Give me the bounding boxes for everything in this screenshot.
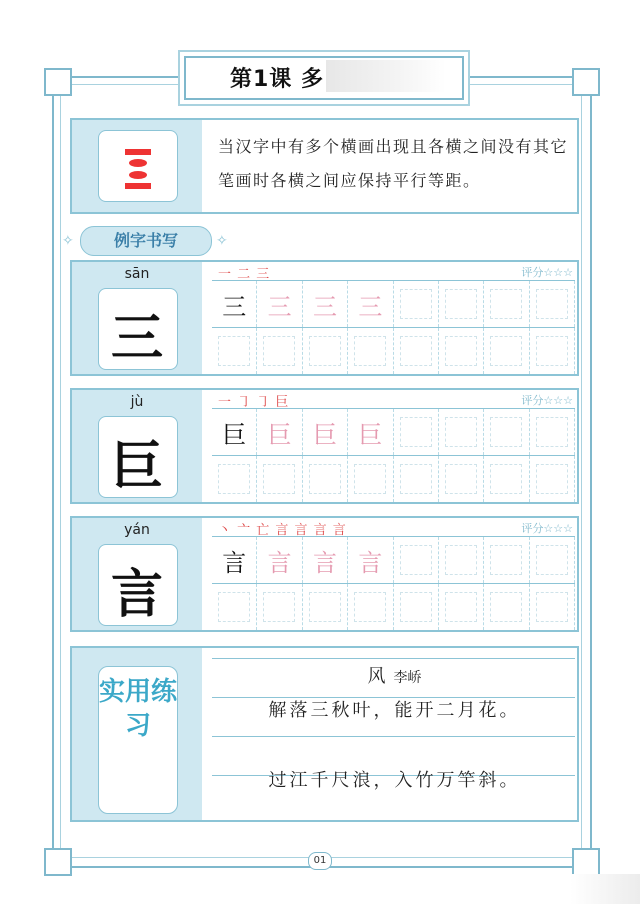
empty-cell[interactable]	[439, 409, 484, 455]
empty-cell[interactable]	[439, 456, 484, 502]
empty-cell[interactable]	[484, 584, 529, 630]
practice-label: 实用练习	[99, 677, 178, 741]
corner-ornament-top-left	[44, 68, 72, 96]
stroke-order: 丶 亠 亡 言 言 言 言	[218, 523, 347, 538]
char-pinyin: yán	[124, 522, 150, 538]
rating-stars[interactable]: 评分☆☆☆	[521, 394, 573, 407]
label-deco-left: ✧	[62, 233, 74, 249]
rating-stars[interactable]: 评分☆☆☆	[521, 522, 573, 535]
trace-char[interactable]: 三	[348, 281, 393, 327]
empty-cell[interactable]	[348, 584, 393, 630]
empty-cell[interactable]	[303, 328, 348, 374]
empty-cell[interactable]	[439, 584, 484, 630]
corner-ornament-top-right	[572, 68, 600, 96]
grid-row-blank[interactable]	[212, 584, 575, 631]
empty-cell[interactable]	[212, 584, 257, 630]
empty-cell[interactable]	[439, 328, 484, 374]
empty-cell[interactable]	[348, 328, 393, 374]
empty-cell[interactable]	[257, 584, 302, 630]
char-large: 言	[110, 564, 163, 625]
corner-ornament-bottom-left	[44, 848, 72, 876]
label-deco-right: ✧	[216, 233, 228, 249]
char-large: 三	[110, 308, 163, 369]
char-panel-2	[70, 388, 579, 504]
grid-row-trace[interactable]	[212, 409, 575, 456]
grid-row-blank[interactable]	[212, 456, 575, 503]
empty-cell[interactable]	[303, 456, 348, 502]
empty-cell[interactable]	[484, 456, 529, 502]
poem-author: 李峤	[393, 670, 422, 686]
empty-cell[interactable]	[484, 281, 529, 327]
empty-cell[interactable]	[303, 584, 348, 630]
poem-title-row	[212, 662, 577, 688]
stroke-order: 一 二 三	[218, 267, 271, 282]
corner-fade	[570, 874, 640, 904]
section-label: 例字书写	[80, 226, 212, 256]
empty-cell[interactable]	[484, 537, 529, 583]
rule-description: 当汉字中有多个横画出现且各横之间没有其它笔画时各横之间应保持平行等距。	[218, 137, 569, 190]
corner-ornament-bottom-right	[572, 848, 600, 876]
poem-line-1: 解落三秋叶，能开二月花。	[268, 700, 521, 721]
empty-cell[interactable]	[530, 328, 575, 374]
char-panel-3	[70, 516, 579, 632]
trace-char[interactable]: 巨	[348, 409, 393, 455]
empty-cell[interactable]	[530, 584, 575, 630]
empty-cell[interactable]	[484, 409, 529, 455]
empty-cell[interactable]	[530, 456, 575, 502]
grid-row-trace[interactable]	[212, 281, 575, 328]
empty-cell[interactable]	[348, 456, 393, 502]
title-blur-overlay	[326, 60, 446, 92]
grid-row-trace[interactable]	[212, 537, 575, 584]
empty-cell[interactable]	[257, 456, 302, 502]
empty-cell[interactable]	[394, 281, 439, 327]
writing-grid[interactable]	[212, 408, 575, 503]
char-pinyin: jù	[130, 394, 144, 410]
parallel-strokes-icon	[99, 131, 177, 201]
empty-cell[interactable]	[257, 328, 302, 374]
trace-char[interactable]: 巨	[303, 409, 348, 455]
poem-line-2: 过江千尺浪，入竹万竿斜。	[268, 770, 521, 791]
poem-title: 风	[367, 666, 386, 687]
empty-cell[interactable]	[212, 456, 257, 502]
empty-cell[interactable]	[530, 281, 575, 327]
trace-char[interactable]: 三	[257, 281, 302, 327]
char-panel-side	[72, 262, 202, 374]
trace-char[interactable]: 巨	[257, 409, 302, 455]
char-large: 巨	[110, 436, 163, 497]
rule-icon-card	[98, 130, 178, 202]
empty-cell[interactable]	[439, 281, 484, 327]
page-number: 01	[308, 852, 332, 870]
char-panel-1	[70, 260, 579, 376]
empty-cell[interactable]	[394, 328, 439, 374]
empty-cell[interactable]	[484, 328, 529, 374]
empty-cell[interactable]	[212, 328, 257, 374]
practice-label-card	[98, 666, 178, 814]
practice-panel	[70, 646, 579, 822]
grid-row-blank[interactable]	[212, 328, 575, 375]
model-char: 言	[212, 537, 257, 583]
char-panel-side	[72, 518, 202, 630]
empty-cell[interactable]	[394, 537, 439, 583]
rule-panel-side	[72, 120, 202, 212]
model-char: 三	[212, 281, 257, 327]
rating-stars[interactable]: 评分☆☆☆	[521, 266, 573, 279]
trace-char[interactable]: 三	[303, 281, 348, 327]
stroke-order: 一 ㇆ ㇆ 巨	[218, 395, 290, 410]
empty-cell[interactable]	[530, 537, 575, 583]
trace-char[interactable]: 言	[348, 537, 393, 583]
writing-grid[interactable]	[212, 536, 575, 631]
trace-char[interactable]: 言	[303, 537, 348, 583]
empty-cell[interactable]	[530, 409, 575, 455]
empty-cell[interactable]	[439, 537, 484, 583]
empty-cell[interactable]	[394, 409, 439, 455]
char-panel-side	[72, 390, 202, 502]
practice-panel-side	[72, 648, 202, 820]
empty-cell[interactable]	[394, 456, 439, 502]
rule-panel	[70, 118, 579, 214]
model-char: 巨	[212, 409, 257, 455]
lesson-title: 第1课 多	[230, 67, 324, 92]
char-pinyin: sān	[124, 266, 150, 282]
empty-cell[interactable]	[394, 584, 439, 630]
trace-char[interactable]: 言	[257, 537, 302, 583]
writing-grid[interactable]	[212, 280, 575, 375]
